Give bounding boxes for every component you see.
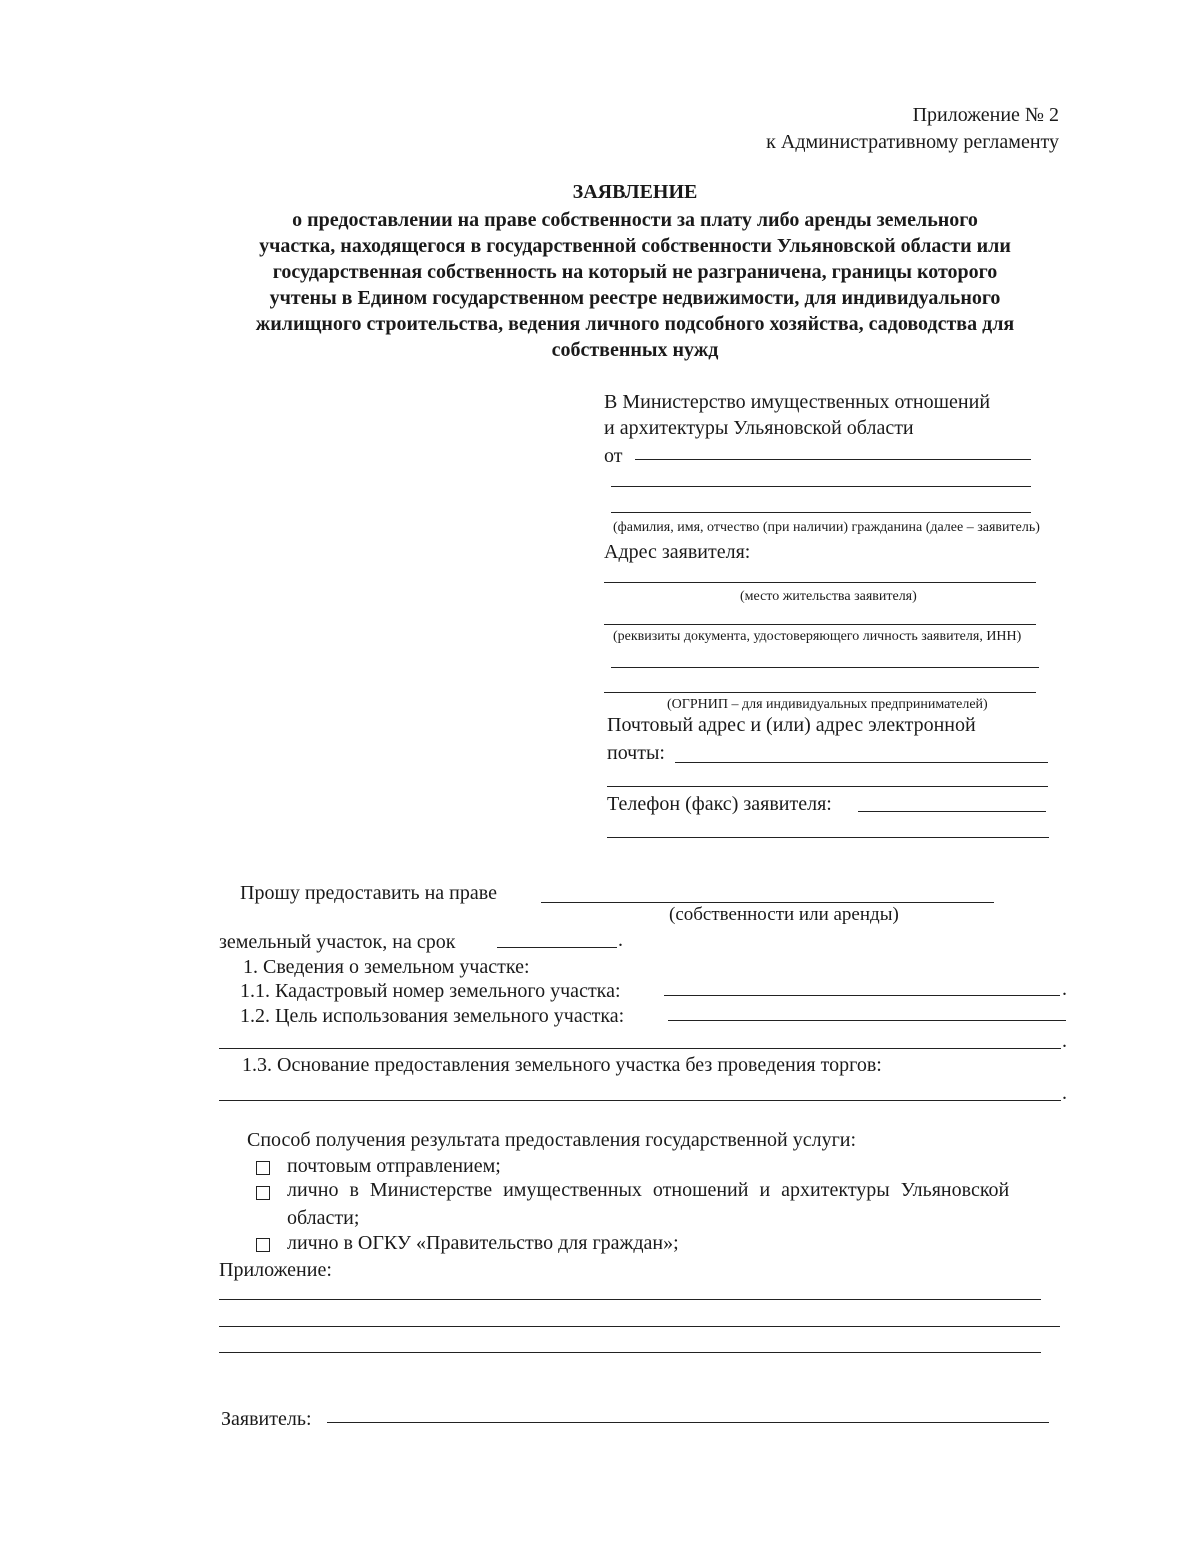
term-end: . [618, 929, 623, 951]
attachments-label: Приложение: [219, 1259, 332, 1281]
residence-hint: (место жительства заявителя) [740, 589, 917, 604]
basis-end: . [1062, 1082, 1067, 1104]
purpose-label: 1.2. Цель использования земельного участка: [240, 1005, 625, 1027]
basis-label: 1.3. Основание предоставления земельного участка без проведения торгов: [242, 1054, 882, 1076]
phone-line-1[interactable] [858, 811, 1046, 812]
purpose-line-1[interactable] [668, 1020, 1066, 1021]
signature-label: Заявитель: [221, 1408, 312, 1430]
appendix-number: Приложение № 2 [912, 104, 1059, 126]
delivery-ministry-label-cont: области; [287, 1207, 360, 1229]
delivery-ministry-checkbox[interactable] [256, 1186, 270, 1200]
title-line-2: участка, находящегося в государственной собственности Ульяновской области или [259, 235, 1011, 257]
signature-line[interactable] [327, 1422, 1049, 1423]
fio-hint: (фамилия, имя, отчество (при наличии) гражданина (далее – заявитель) [613, 520, 1040, 535]
document-line[interactable] [604, 624, 1036, 625]
addressee-line-2: и архитектуры Ульяновской области [604, 417, 914, 439]
attachment-line-2[interactable] [219, 1326, 1060, 1327]
document-hint: (реквизиты документа, удостоверяющего личность заявителя, ИНН) [613, 629, 1022, 644]
title-line-4: учтены в Едином государственном реестре недвижимости, для индивидуального [269, 287, 1001, 309]
delivery-mail-checkbox[interactable] [256, 1161, 270, 1175]
section-1-heading: 1. Сведения о земельном участке: [243, 956, 530, 978]
postal-address-label: Почтовый адрес и (или) адрес электронной [607, 714, 976, 736]
applicant-name-line-2[interactable] [611, 486, 1031, 487]
title-line-5: жилищного строительства, ведения личного подсобного хозяйства, садоводства для [255, 313, 1015, 335]
basis-line[interactable] [219, 1100, 1061, 1101]
postal-address-label-cont: почты: [607, 742, 665, 764]
purpose-end: . [1062, 1030, 1067, 1052]
regulation-reference: к Административному регламенту [766, 131, 1059, 153]
cadastral-end: . [1062, 978, 1067, 1000]
delivery-center-checkbox[interactable] [256, 1238, 270, 1252]
right-type-hint: (собственности или аренды) [669, 904, 899, 925]
delivery-mail-label: почтовым отправлением; [287, 1155, 501, 1177]
phone-line-2[interactable] [607, 837, 1049, 838]
delivery-center-label: лично в ОГКУ «Правительство для граждан»; [287, 1232, 679, 1254]
title-line-6: собственных нужд [551, 339, 719, 361]
cadastral-line[interactable] [664, 995, 1060, 996]
title-line-3: государственная собственность на который не разграничена, границы которого [272, 261, 998, 283]
purpose-line-2[interactable] [219, 1048, 1061, 1049]
title-line-1: о предоставлении на праве собственности за плату либо аренды земельного [292, 209, 978, 231]
attachment-line-3[interactable] [219, 1352, 1041, 1353]
ogrnip-hint: (ОГРНИП – для индивидуальных предпринимателей) [667, 697, 988, 712]
request-text: Прошу предоставить на праве [240, 882, 497, 904]
term-line[interactable] [497, 947, 617, 948]
applicant-name-line-3[interactable] [611, 512, 1031, 513]
attachment-line-1[interactable] [219, 1299, 1041, 1300]
document-line-2[interactable] [611, 667, 1039, 668]
document-title: ЗАЯВЛЕНИЕ [572, 181, 698, 203]
postal-address-line-1[interactable] [675, 762, 1048, 763]
postal-address-line-2[interactable] [607, 786, 1048, 787]
applicant-name-line-1[interactable] [635, 459, 1031, 460]
address-label: Адрес заявителя: [604, 541, 751, 563]
residence-line[interactable] [604, 582, 1036, 583]
cadastral-label: 1.1. Кадастровый номер земельного участка: [240, 980, 621, 1002]
phone-label: Телефон (факс) заявителя: [607, 793, 832, 815]
right-type-line[interactable] [541, 902, 994, 903]
ogrnip-line[interactable] [604, 692, 1036, 693]
delivery-heading: Способ получения результата предоставления государственной услуги: [247, 1129, 857, 1151]
from-label: от [604, 445, 623, 467]
delivery-ministry-label: лично в Министерстве имущественных отношений и архитектуры Ульяновской [287, 1179, 1010, 1201]
addressee-line-1: В Министерство имущественных отношений [604, 391, 991, 413]
term-text: земельный участок, на срок [219, 931, 456, 953]
